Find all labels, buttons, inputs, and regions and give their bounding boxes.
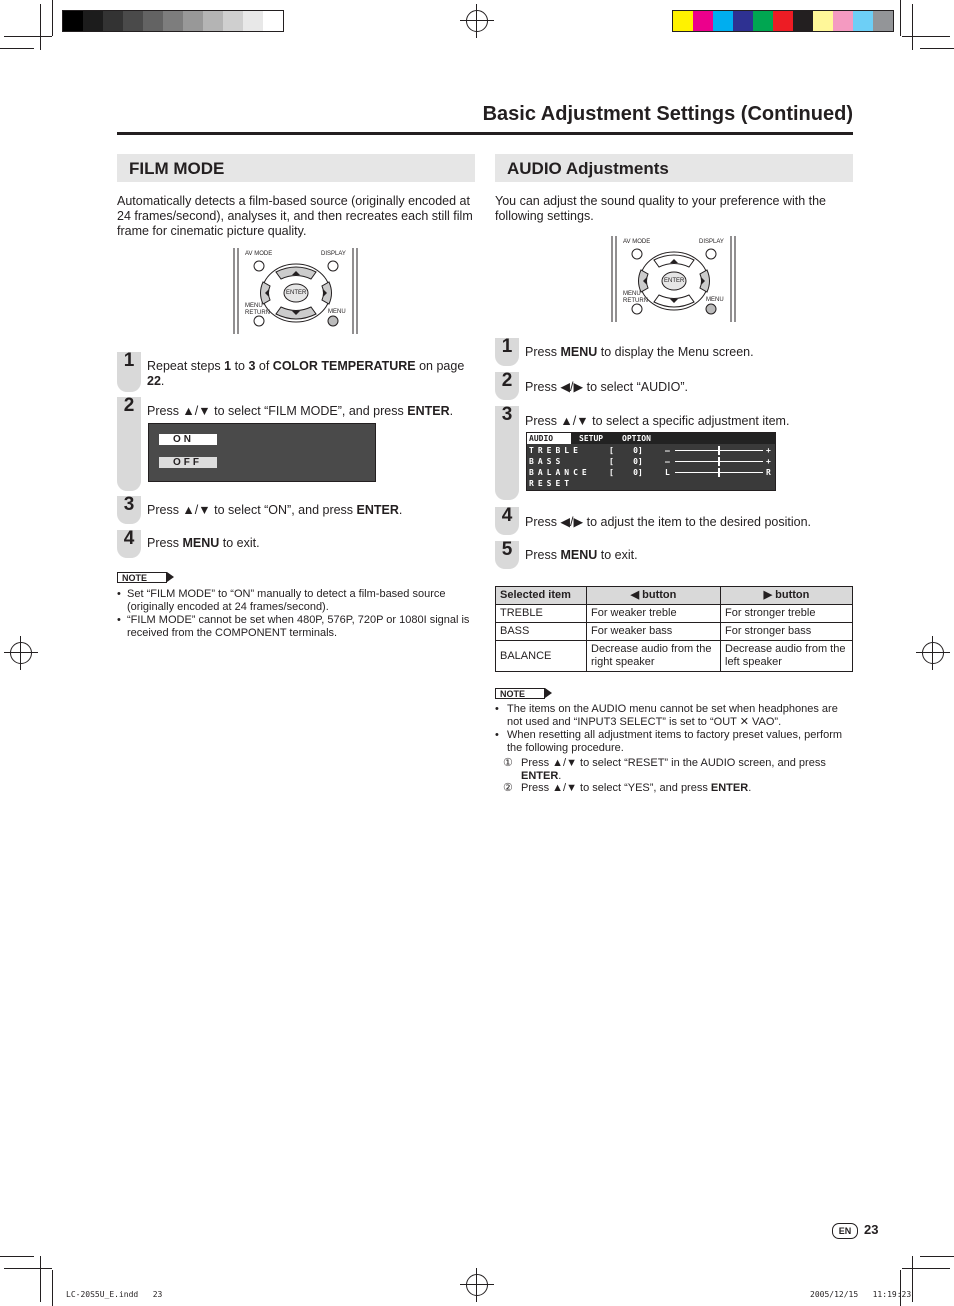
crop-mark	[0, 48, 34, 49]
page-number: 23	[864, 1222, 879, 1237]
osd-row-left-mark: –	[665, 457, 670, 466]
color-swatch	[143, 11, 163, 31]
color-swatch	[733, 11, 753, 31]
registration-mark-icon	[916, 636, 950, 670]
registration-mark-icon	[4, 636, 38, 670]
table-header: ▶ button	[721, 587, 853, 605]
step-number-badge: 2	[495, 372, 519, 400]
osd-tab-audio[interactable]: AUDIO	[527, 433, 571, 444]
crop-mark	[902, 36, 950, 37]
osd-option-off[interactable]: OFF	[159, 457, 217, 468]
crop-mark	[920, 1256, 954, 1257]
audio-step-1: Press MENU to display the Menu screen.	[525, 345, 754, 359]
audio-substep-1: ① Press ▲/▼ to select “RESET” in the AUDIO screen, and press ENTER.	[503, 757, 826, 782]
enter-label: ENTER	[286, 290, 307, 296]
color-swatch	[873, 11, 893, 31]
color-swatch	[63, 11, 83, 31]
film-note-2: • “FILM MODE” cannot be set when 480P, 576P, 720P or 1080I signal is received from the COMPONENT terminals.	[117, 614, 470, 639]
crop-mark	[4, 36, 52, 37]
audio-substep-2: ② Press ▲/▼ to select “YES”, and press ENTER.	[503, 782, 752, 794]
film-step-2: Press ▲/▼ to select “FILM MODE”, and press ENTER.	[147, 404, 454, 418]
step-number-badge: 3	[495, 406, 519, 500]
osd-row-right-mark: R	[766, 468, 771, 477]
av-mode-label: AV MODE	[245, 251, 273, 257]
film-step-1: Repeat steps 1 to 3 of COLOR TEMPERATURE on page 22.	[147, 359, 465, 388]
note-badge: NOTE	[117, 572, 167, 583]
crop-mark	[900, 0, 901, 36]
menu-return-label: MENU RETURN	[623, 291, 648, 304]
remote-control-diagram	[233, 248, 359, 334]
color-swatch	[693, 11, 713, 31]
color-swatch	[673, 11, 693, 31]
crop-mark	[920, 48, 954, 49]
file-slug: LC-20S5U_E.indd 23	[66, 1290, 163, 1299]
film-mode-osd	[148, 423, 376, 482]
step-number-badge: 4	[117, 530, 141, 558]
audio-note-1: • The items on the AUDIO menu cannot be set when headphones are not used and “INPUT3 SELECT” is set to “OUT ✕ VAO”.	[495, 703, 838, 728]
step-number-badge: 4	[495, 507, 519, 535]
remote-control-diagram	[611, 236, 737, 322]
osd-row-left-mark: –	[665, 446, 670, 455]
menu-label: MENU	[706, 297, 724, 303]
osd-row-label[interactable]: RESET	[529, 479, 574, 488]
page-title: Basic Adjustment Settings (Continued)	[482, 103, 853, 125]
osd-slider-knob[interactable]	[718, 446, 720, 455]
enter-label: ENTER	[664, 278, 685, 284]
color-swatch	[263, 11, 283, 31]
audio-intro: You can adjust the sound quality to your preference with the following settings.	[495, 194, 827, 223]
note-badge: NOTE	[495, 688, 545, 699]
osd-row-right-mark: +	[766, 446, 771, 455]
title-rule	[117, 132, 853, 135]
note-arrow-icon	[167, 572, 174, 582]
menu-return-label: MENU RETURN	[245, 303, 270, 316]
menu-label: MENU	[328, 309, 346, 315]
av-mode-label: AV MODE	[623, 239, 651, 245]
language-badge: EN	[832, 1223, 858, 1239]
audio-section-bar	[495, 154, 853, 182]
step-number-badge: 2	[117, 397, 141, 491]
audio-step-5: Press MENU to exit.	[525, 548, 638, 562]
print-date: 2005/12/15 11:19:23	[810, 1290, 912, 1299]
osd-tab-setup[interactable]: SETUP	[579, 434, 604, 443]
audio-step-4: Press ◀/▶ to adjust the item to the desired position.	[525, 515, 812, 529]
table-row: BALANCE Decrease audio from the right speaker Decrease audio from the left speaker	[496, 641, 853, 672]
color-swatch	[103, 11, 123, 31]
film-mode-heading: FILM MODE	[129, 159, 225, 178]
film-mode-intro: Automatically detects a film-based source (originally encoded at 24 frames/second), analyses it, and then recreates each still film frame for cinematic picture quality.	[117, 194, 473, 238]
film-step-4: Press MENU to exit.	[147, 536, 260, 550]
osd-slider-knob[interactable]	[718, 468, 720, 477]
color-swatch	[183, 11, 203, 31]
display-label: DISPLAY	[699, 239, 724, 245]
color-swatch	[163, 11, 183, 31]
color-swatch	[203, 11, 223, 31]
audio-note-2: • When resetting all adjustment items to factory preset values, perform the following procedure.	[495, 729, 843, 754]
audio-step-2: Press ◀/▶ to select “AUDIO”.	[525, 380, 689, 394]
film-mode-section-bar	[117, 154, 475, 182]
table-header: ◀ button	[587, 587, 721, 605]
crop-mark	[40, 1256, 41, 1302]
step-number-badge: 1	[495, 338, 519, 366]
osd-row-label[interactable]: BASS	[529, 457, 565, 466]
color-swatch	[793, 11, 813, 31]
audio-heading: AUDIO Adjustments	[507, 159, 669, 178]
crop-mark	[912, 4, 913, 50]
color-swatch	[853, 11, 873, 31]
color-swatch	[713, 11, 733, 31]
osd-tab-option[interactable]: OPTION	[622, 434, 651, 443]
color-swatch	[833, 11, 853, 31]
osd-option-on[interactable]: ON	[159, 434, 217, 445]
color-swatch	[753, 11, 773, 31]
registration-mark-icon	[460, 4, 494, 38]
gray-color-bar	[62, 10, 284, 32]
osd-row-left-mark: L	[665, 468, 670, 477]
table-row: TREBLE For weaker treble For stronger treble	[496, 605, 853, 623]
osd-row-value: [ 0]	[609, 446, 643, 455]
osd-row-label[interactable]: BALANCE	[529, 468, 591, 477]
audio-button-table	[495, 586, 853, 672]
crop-mark	[52, 0, 53, 36]
crop-mark	[4, 1268, 52, 1269]
registration-mark-icon	[460, 1268, 494, 1302]
table-header: Selected item	[496, 587, 587, 605]
crop-mark	[900, 1270, 901, 1306]
color-swatch	[813, 11, 833, 31]
film-note-1: • Set “FILM MODE” to “ON” manually to detect a film-based source (originally encoded at 24 frames/second).	[117, 588, 446, 613]
osd-row-value: [ 0]	[609, 457, 643, 466]
color-swatch	[773, 11, 793, 31]
step-number-badge: 5	[495, 541, 519, 569]
audio-step-3: Press ▲/▼ to select a specific adjustment item.	[525, 414, 790, 428]
osd-row-label[interactable]: TREBLE	[529, 446, 582, 455]
osd-slider-knob[interactable]	[718, 457, 720, 466]
crop-mark	[902, 1268, 950, 1269]
note-arrow-icon	[545, 688, 552, 698]
color-swatch	[243, 11, 263, 31]
display-label: DISPLAY	[321, 251, 346, 257]
film-step-3: Press ▲/▼ to select “ON”, and press ENTER.	[147, 503, 403, 517]
step-number-badge: 3	[117, 496, 141, 524]
osd-row-value: [ 0]	[609, 468, 643, 477]
table-row: BASS For weaker bass For stronger bass	[496, 623, 853, 641]
crop-mark	[52, 1270, 53, 1306]
osd-row-right-mark: +	[766, 457, 771, 466]
crop-mark	[0, 1256, 34, 1257]
crop-mark	[40, 4, 41, 50]
crop-mark	[912, 1256, 913, 1302]
audio-menu-osd	[526, 432, 776, 491]
color-swatch	[123, 11, 143, 31]
step-number-badge: 1	[117, 352, 141, 392]
color-swatch	[83, 11, 103, 31]
color-swatch	[223, 11, 243, 31]
process-color-bar	[672, 10, 894, 32]
